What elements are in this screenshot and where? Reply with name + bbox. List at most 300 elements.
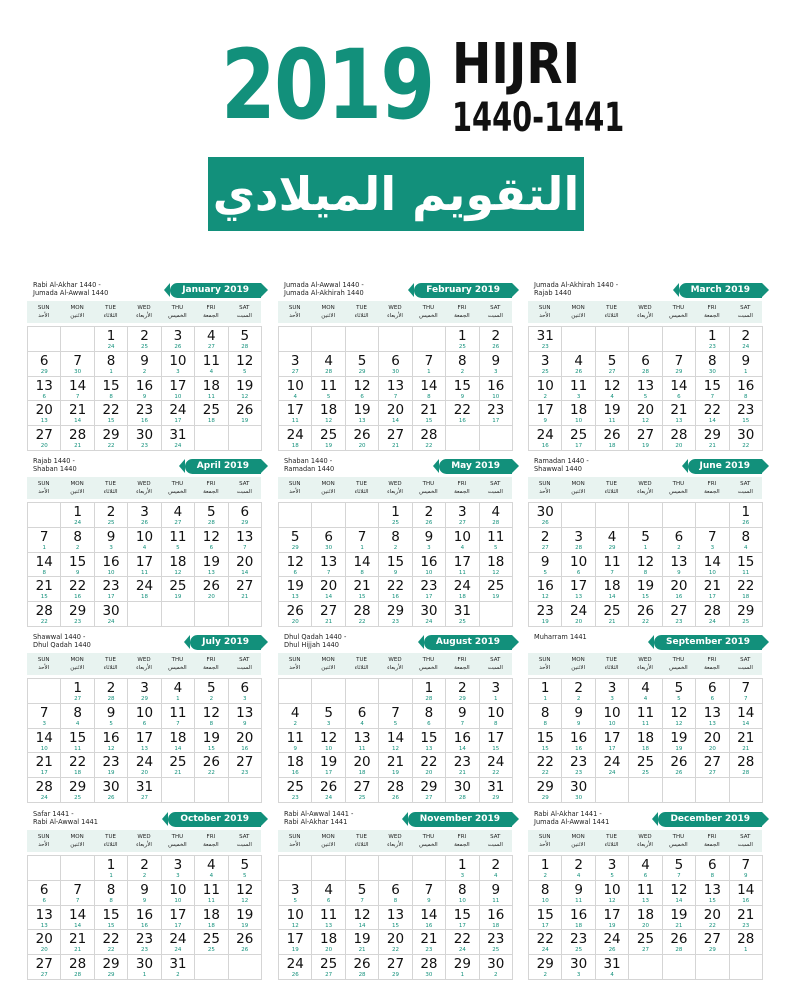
month-title: March 2019 [679,283,762,298]
gregorian-day: 11 [202,352,220,369]
hijri-day: 27 [174,520,182,526]
day-cell [663,679,696,704]
hijri-day: 12 [241,393,249,400]
gregorian-day: 25 [286,779,304,796]
hijri-day: 28 [358,972,366,979]
gregorian-day: 2 [574,857,583,873]
weekday-ar: الأحد [539,842,551,848]
weekday-ar: السبت [737,489,753,495]
hijri-month-range: Ramadan 1440 - Shawwal 1440 [534,457,589,473]
hijri-day: 8 [427,393,431,400]
day-cell [663,503,696,528]
day-cell [162,503,195,528]
hijri-day: 2 [75,544,80,551]
gregorian-day: 25 [169,578,187,595]
weekday-en: FRI [457,481,467,487]
hijri-day: 1 [427,368,431,375]
gregorian-day: 4 [173,504,183,520]
gregorian-day: 14 [737,704,755,721]
weekday-ar: الأحد [539,489,551,495]
hijri-day: 14 [74,922,82,929]
weekday-en: MON [70,481,84,487]
gregorian-day: 20 [703,906,721,923]
hijri-day: 20 [40,947,48,954]
gregorian-day: 7 [39,704,49,721]
weekday-ar: الأحد [289,665,301,671]
gregorian-day: 6 [674,528,684,545]
hijri-day: 9 [543,418,547,425]
hijri-day: 16 [140,418,148,425]
weekday-en: MON [70,305,84,311]
day-cell [480,426,513,451]
gregorian-day: 29 [737,603,755,620]
weekday-ar: الأربعاء [136,313,152,319]
month-block [528,281,762,451]
gregorian-day: 5 [324,704,333,721]
day-cell [279,729,312,754]
weekday-en: SAT [239,657,250,663]
day-cell [663,704,696,729]
gregorian-day: 7 [39,528,49,545]
gregorian-day: 5 [674,680,684,696]
day-cell [61,327,94,352]
gregorian-day: 9 [574,704,583,721]
weekday-en: TUE [356,481,367,487]
day-cell [629,679,662,704]
day-grid [278,326,513,451]
gregorian-day: 29 [420,779,438,796]
weekday-label [194,477,227,499]
gregorian-day: 25 [202,931,220,948]
weekday-label [561,830,594,852]
hijri-day: 16 [575,745,583,752]
gregorian-day: 1 [73,680,82,696]
day-cell [629,377,662,402]
day-cell [128,753,161,778]
hijri-month-range: Jumada Al-Akhirah 1440 - Rajab 1440 [534,281,619,297]
day-cell [379,881,412,906]
day-cell [279,930,312,955]
day-cell [446,955,479,980]
gregorian-day: 23 [102,754,120,771]
day-cell [28,881,61,906]
hijri-day: 21 [458,770,466,777]
weekday-label [228,830,261,852]
hijri-day: 28 [675,947,683,954]
month-block [27,633,261,803]
hijri-day: 12 [675,720,683,727]
hijri-day: 25 [492,947,500,954]
hijri-day: 7 [326,569,331,576]
weekday-ar: الاثنين [70,842,84,848]
arabic-title-banner: التقويم الميلادي [208,157,584,231]
gregorian-day: 23 [536,603,554,620]
day-cell [596,955,629,980]
day-cell [95,426,128,451]
hijri-day: 3 [427,544,431,551]
hijri-month-range: Rabi Al-Akhar 1440 - Jumada Al-Awwal 1440 [33,281,109,297]
hijri-month-range: Shawwal 1440 - Dhul Qadah 1440 [33,633,91,649]
gregorian-day: 3 [458,504,467,520]
day-cell [128,704,161,729]
day-cell [562,906,595,931]
day-cell [195,881,228,906]
day-cell [195,679,228,704]
day-cell [696,327,729,352]
day-cell [95,930,128,955]
day-cell [61,577,94,602]
day-cell [95,679,128,704]
day-cell [279,401,312,426]
gregorian-day: 23 [135,931,154,948]
weekday-en: MON [70,657,84,663]
day-cell [312,729,345,754]
weekday-label [60,653,93,675]
hijri-day: 3 [42,720,46,727]
day-cell [95,906,128,931]
gregorian-day: 1 [458,328,467,344]
hijri-day: 26 [391,795,399,802]
weekday-ar: الخميس [168,313,187,319]
hijri-day: 26 [291,972,299,979]
day-cell [195,729,228,754]
day-cell [61,955,94,980]
day-cell [61,553,94,578]
day-cell [529,426,562,451]
weekday-ar: الأربعاء [136,842,152,848]
day-cell [480,377,513,402]
hijri-day: 21 [675,922,683,929]
weekday-ar: الجمعة [454,842,470,848]
day-cell [596,778,629,803]
day-cell [229,753,262,778]
gregorian-day: 28 [703,603,721,620]
day-cell [562,577,595,602]
hijri-day: 22 [425,443,433,450]
weekday-ar: السبت [487,489,503,495]
hijri-day: 4 [142,544,147,551]
day-cell [596,377,629,402]
weekday-ar: الثلاثاء [604,489,619,495]
gregorian-day: 15 [536,729,554,746]
weekday-en: TUE [105,657,116,663]
day-cell [61,778,94,803]
weekday-ar: الأربعاء [136,489,152,495]
hijri-day: 13 [325,922,333,929]
day-cell [346,327,379,352]
hijri-day: 23 [74,619,82,626]
day-cell [128,955,161,980]
weekday-en: SUN [288,834,301,840]
hijri-day: 18 [608,443,616,450]
gregorian-day: 16 [135,377,154,394]
day-cell [730,577,763,602]
gregorian-day: 1 [106,328,116,344]
month-block [528,633,762,803]
day-cell [730,881,763,906]
hijri-day: 12 [174,569,182,576]
gregorian-day: 3 [290,881,300,898]
day-cell [162,426,195,451]
gregorian-day: 20 [236,553,254,570]
weekday-en: SAT [490,305,501,311]
weekday-ar: الأحد [38,313,50,319]
gregorian-day: 17 [603,906,621,923]
gregorian-day: 11 [636,704,655,721]
day-cell [696,602,729,627]
gregorian-day: 8 [424,704,434,721]
day-cell [61,528,94,553]
gregorian-day: 21 [69,402,87,419]
weekday-ar: السبت [236,665,252,671]
hijri-day: 3 [176,873,180,879]
gregorian-day: 19 [670,906,688,923]
hijri-day: 7 [677,873,681,879]
gregorian-day: 20 [636,402,655,419]
gregorian-day: 6 [641,352,650,369]
gregorian-day: 20 [670,578,688,595]
hijri-day: 23 [241,770,249,777]
gregorian-day: 23 [102,578,120,595]
day-cell [28,426,61,451]
gregorian-day: 23 [570,754,588,771]
day-cell [596,503,629,528]
day-cell [28,577,61,602]
weekday-label [94,477,127,499]
day-cell [562,377,595,402]
weekday-en: THU [672,834,685,840]
gregorian-day: 26 [636,603,655,620]
day-cell [730,553,763,578]
gregorian-day: 16 [487,906,505,923]
weekday-en: FRI [457,305,467,311]
gregorian-day: 26 [286,603,304,620]
day-cell [730,729,763,754]
hijri-day: 20 [358,443,366,450]
day-cell [162,753,195,778]
gregorian-day: 9 [574,881,583,898]
day-cell [61,679,94,704]
day-cell [346,930,379,955]
day-cell [312,679,345,704]
hijri-day: 3 [243,696,247,702]
hijri-day: 20 [425,770,433,777]
day-cell [279,856,312,881]
hijri-day: 16 [291,770,299,777]
day-cell [61,930,94,955]
weekday-en: MON [321,657,335,663]
gregorian-day: 13 [35,906,53,923]
day-cell [629,577,662,602]
month-block [278,633,512,803]
day-cell [730,906,763,931]
gregorian-day: 9 [140,881,149,898]
gregorian-day: 18 [570,402,588,419]
hijri-day: 2 [142,873,147,879]
day-cell [696,577,729,602]
hijri-day: 1 [109,873,113,879]
weekday-ar: السبت [487,842,503,848]
weekday-en: TUE [606,305,617,311]
weekday-ar: الأحد [289,313,301,319]
gregorian-day: 27 [236,578,254,595]
hijri-day: 23 [140,947,148,954]
gregorian-day: 11 [487,528,505,545]
day-cell [629,955,662,980]
weekday-label [378,653,411,675]
hijri-day: 22 [391,947,399,954]
gregorian-day: 15 [453,377,471,394]
hijri-day: 16 [391,594,399,601]
month-title: June 2019 [688,459,762,474]
gregorian-day: 31 [169,956,187,973]
hijri-day: 16 [675,594,683,601]
weekday-ar: الثلاثاء [604,665,619,671]
hijri-day: 18 [207,922,215,929]
day-cell [346,602,379,627]
weekday-ar: الجمعة [203,842,219,848]
day-cell [346,528,379,553]
weekday-label [595,653,628,675]
hijri-day: 20 [675,443,683,450]
hijri-day: 28 [325,368,333,375]
hijri-day: 6 [576,569,581,576]
hijri-day: 4 [460,544,465,551]
hijri-day: 28 [74,972,82,979]
hijri-day: 27 [40,972,48,979]
hijri-day: 4 [360,720,364,727]
day-cell [596,528,629,553]
hijri-day: 29 [391,972,399,979]
day-cell [529,955,562,980]
day-cell [95,553,128,578]
weekday-en: SUN [37,305,50,311]
gregorian-day: 9 [741,352,751,369]
gregorian-day: 14 [386,729,405,746]
month-block [528,810,762,980]
hijri-day: 17 [425,594,433,601]
gregorian-day: 29 [69,779,87,796]
hijri-day: 21 [74,443,82,450]
day-cell [28,753,61,778]
day-cell [446,327,479,352]
day-cell [446,553,479,578]
day-cell [128,553,161,578]
hijri-day: 2 [393,544,398,551]
hijri-day: 23 [675,619,683,626]
hijri-day: 29 [140,696,148,702]
gregorian-day: 20 [35,931,53,948]
hijri-day: 18 [742,594,750,601]
hijri-day: 19 [541,619,549,626]
gregorian-day: 24 [169,931,187,948]
hijri-day: 19 [391,770,399,777]
gregorian-day: 3 [173,857,183,873]
hijri-day: 2 [209,696,214,702]
gregorian-day: 11 [603,553,621,570]
day-cell [663,930,696,955]
hijri-day: 21 [241,594,249,601]
gregorian-day: 6 [708,680,717,696]
weekday-ar: الأحد [38,489,50,495]
day-cell [629,704,662,729]
gregorian-day: 21 [703,578,721,595]
weekday-label [278,830,311,852]
day-cell [312,930,345,955]
weekday-en: WED [638,657,652,663]
day-cell [346,503,379,528]
hijri-day: 19 [492,594,500,601]
gregorian-day: 8 [741,528,751,545]
day-cell [379,778,412,803]
hijri-day: 23 [575,770,583,777]
gregorian-day: 19 [636,578,655,595]
gregorian-day: 5 [357,352,367,369]
gregorian-day: 6 [39,352,49,369]
weekday-label [561,477,594,499]
hijri-month-range: Safar 1441 - Rabi Al-Awwal 1441 [33,810,98,826]
gregorian-day: 22 [737,578,755,595]
hijri-day: 4 [209,873,214,879]
gregorian-day: 12 [286,553,304,570]
hijri-month-range: Rajab 1440 - Shaban 1440 [33,457,77,473]
day-cell [696,401,729,426]
hijri-day: 26 [608,947,616,954]
weekday-ar: الخميس [669,665,688,671]
hijri-day: 11 [207,393,215,400]
gregorian-day: 22 [536,931,554,948]
day-cell [596,602,629,627]
gregorian-day: 28 [69,956,87,973]
weekday-ar: الخميس [419,313,438,319]
hijri-day: 5 [243,873,247,879]
weekday-en: WED [388,481,402,487]
gregorian-day: 31 [487,779,505,796]
month-block [278,457,512,627]
hijri-day: 5 [176,544,180,551]
gregorian-day: 14 [670,377,688,394]
hijri-month-range: Muharram 1441 [534,633,587,641]
weekday-ar: الاثنين [321,489,335,495]
gregorian-day: 16 [102,553,120,570]
hijri-day: 7 [75,897,80,904]
gregorian-day: 14 [420,377,438,394]
gregorian-day: 16 [737,377,755,394]
hijri-day: 24 [458,947,466,954]
day-cell [279,377,312,402]
day-cell [446,577,479,602]
hijri-day: 25 [74,795,82,802]
gregorian-day: 30 [570,779,588,796]
gregorian-day: 22 [453,402,471,419]
day-cell [562,778,595,803]
day-cell [379,906,412,931]
day-cell [379,704,412,729]
day-cell [596,327,629,352]
day-cell [61,503,94,528]
gregorian-day: 25 [320,427,338,444]
gregorian-day: 24 [286,956,304,973]
hijri-day: 12 [391,745,399,752]
hijri-day: 4 [75,720,80,727]
day-cell [95,778,128,803]
hijri-day: 27 [74,696,82,702]
day-cell [629,906,662,931]
gregorian-day: 22 [420,754,438,771]
day-cell [379,753,412,778]
gregorian-day: 24 [536,427,554,444]
hijri-day: 11 [492,897,500,904]
